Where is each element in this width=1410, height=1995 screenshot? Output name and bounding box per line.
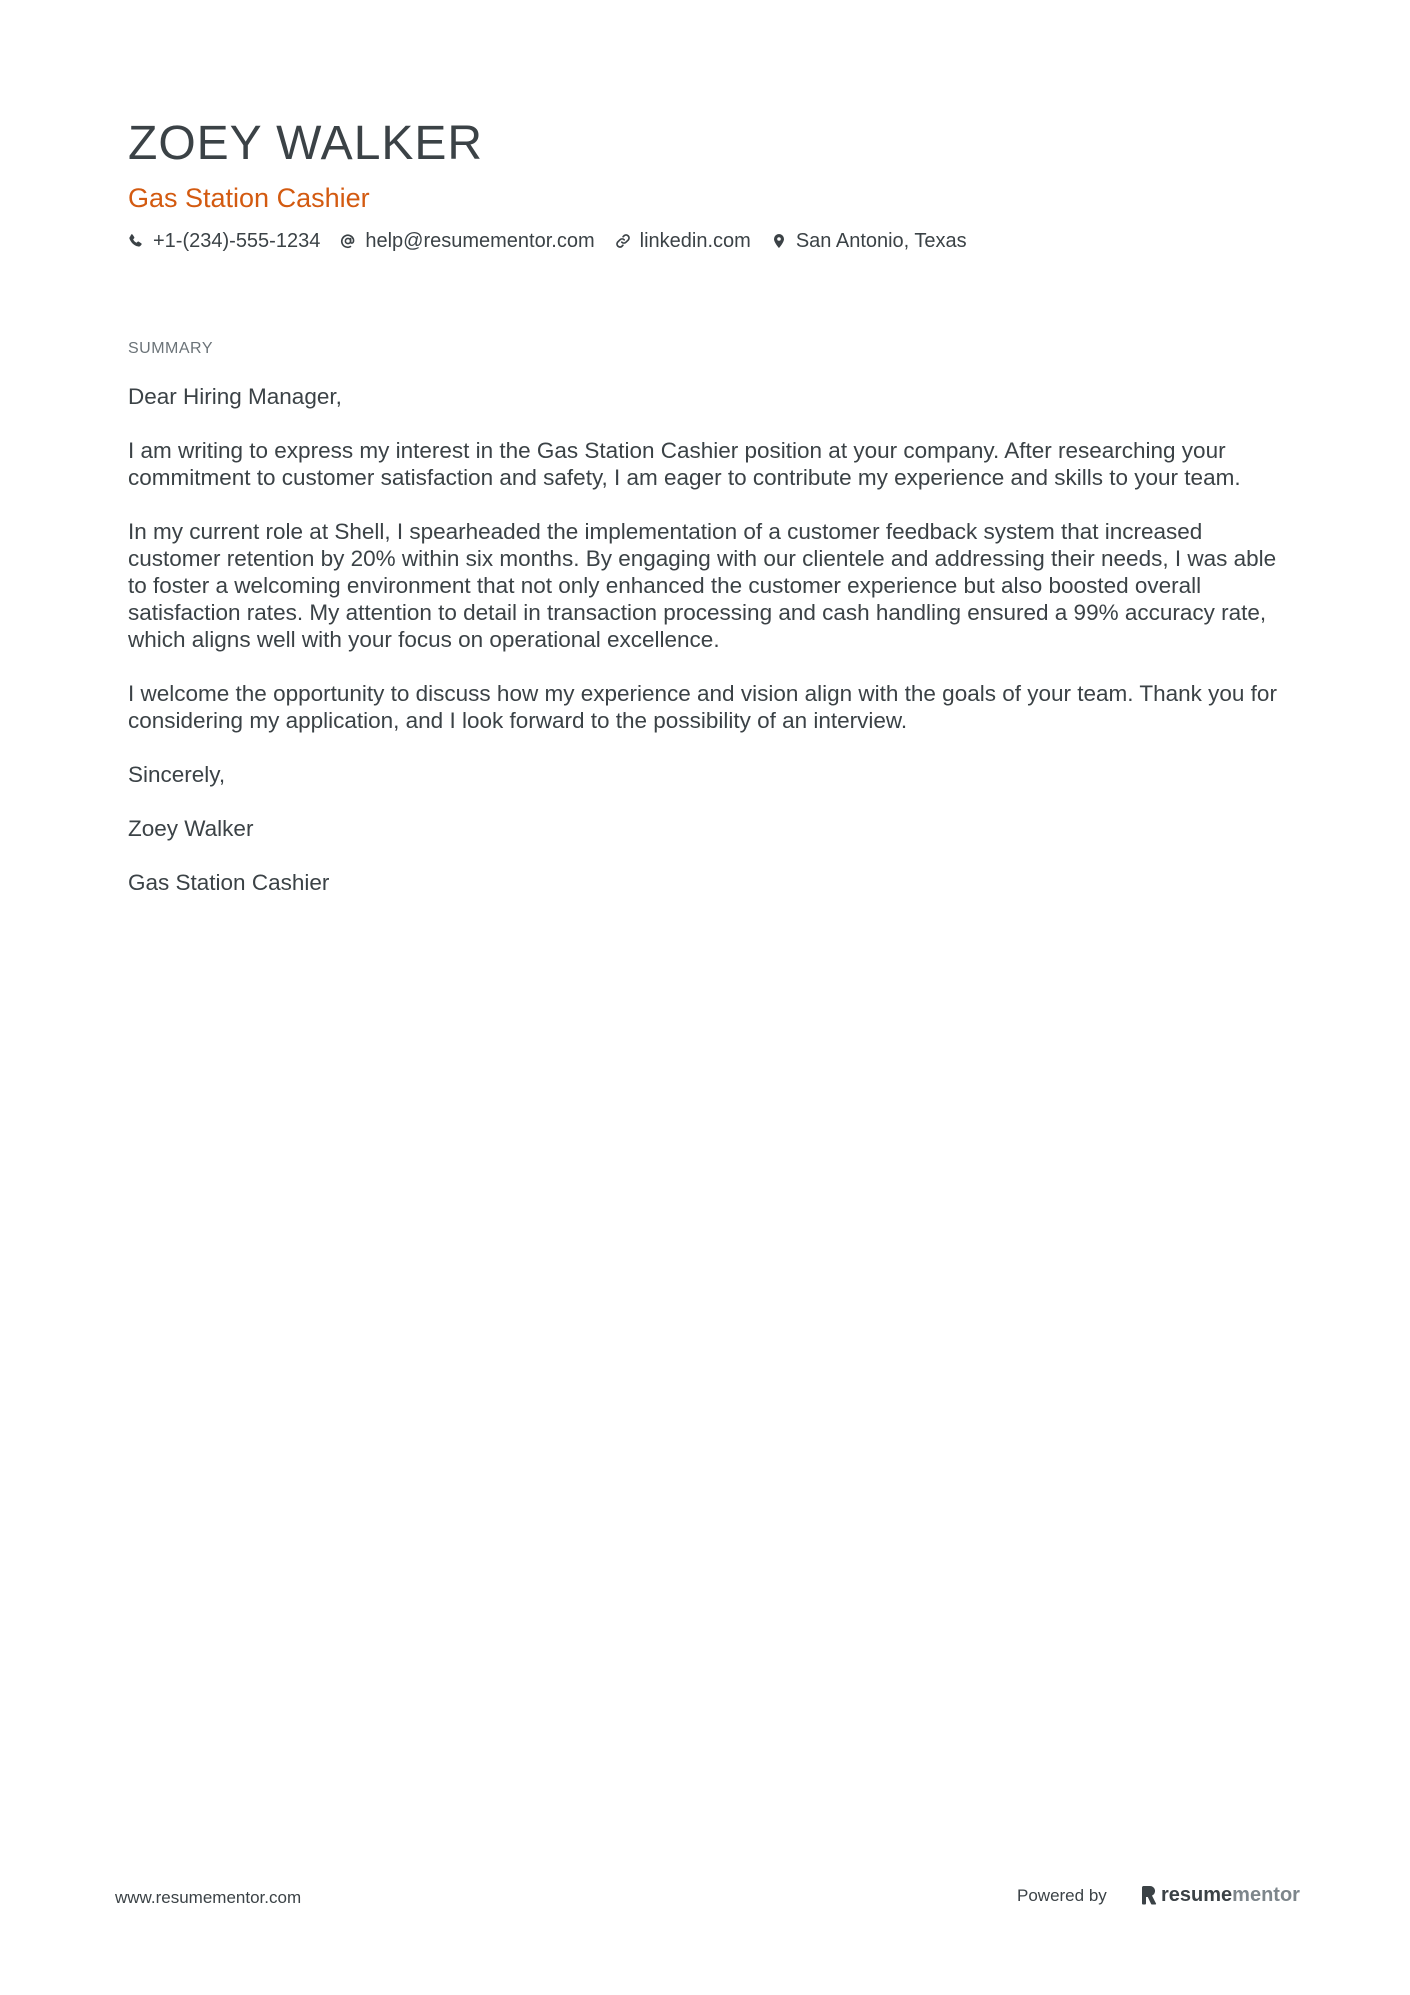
contact-email[interactable] xyxy=(340,230,594,253)
contact-website[interactable] xyxy=(615,230,751,253)
link-icon xyxy=(615,233,631,249)
at-sign-icon xyxy=(340,233,356,249)
letter-paragraph: In my current role at Shell, I spearheaded the implementation of a customer feedback system that increased customer retention by 20% within six months. By engaging with our clientele and addressing their needs, I was able to foster a welcoming environment that not only enhanced the customer experience but also boosted overall satisfaction rates. My attention to detail in transaction processing and cash handling ensured a 99% accuracy rate, which aligns well with your focus on operational excellence. xyxy=(128,519,1277,652)
letter-body xyxy=(128,383,1293,923)
resumementor-logo-icon xyxy=(1141,1885,1157,1905)
section-heading-summary: SUMMARY xyxy=(128,340,213,357)
contact-location xyxy=(771,230,967,253)
resumementor-logo[interactable] xyxy=(1141,1880,1300,1910)
powered-by-label: Powered by xyxy=(1017,1886,1107,1905)
brand-name-part1: resume xyxy=(1161,1883,1233,1906)
footer-website-link[interactable]: www.resumementor.com xyxy=(115,1888,302,1907)
signature-title: Gas Station Cashier xyxy=(128,870,330,895)
email-text[interactable]: help@resumementor.com xyxy=(365,229,595,252)
letter-closing: Sincerely, xyxy=(128,762,226,787)
letter-greeting: Dear Hiring Manager, xyxy=(128,384,342,409)
map-pin-icon xyxy=(771,233,787,249)
letter-paragraph: I am writing to express my interest in the Gas Station Cashier position at your company. After researching your commitment to customer satisfaction and safety, I am eager to contribute my experience and skills to your team. xyxy=(128,438,1241,490)
applicant-name: ZOEY WALKER xyxy=(128,117,484,170)
phone-text: +1-(234)-555-1234 xyxy=(153,229,321,252)
contact-phone xyxy=(128,230,320,253)
location-text: San Antonio, Texas xyxy=(795,229,967,252)
job-title: Gas Station Cashier xyxy=(128,183,370,213)
phone-icon xyxy=(128,233,144,249)
signature-name: Zoey Walker xyxy=(128,816,254,841)
website-text[interactable]: linkedin.com xyxy=(639,229,751,252)
contact-bar xyxy=(128,226,987,256)
brand-name-part2: mentor xyxy=(1232,1883,1300,1906)
letter-paragraph: I welcome the opportunity to discuss how my experience and vision align with the goals of your team. Thank you for considering my application, and I look forward to the possibility of an interview. xyxy=(128,681,1277,733)
